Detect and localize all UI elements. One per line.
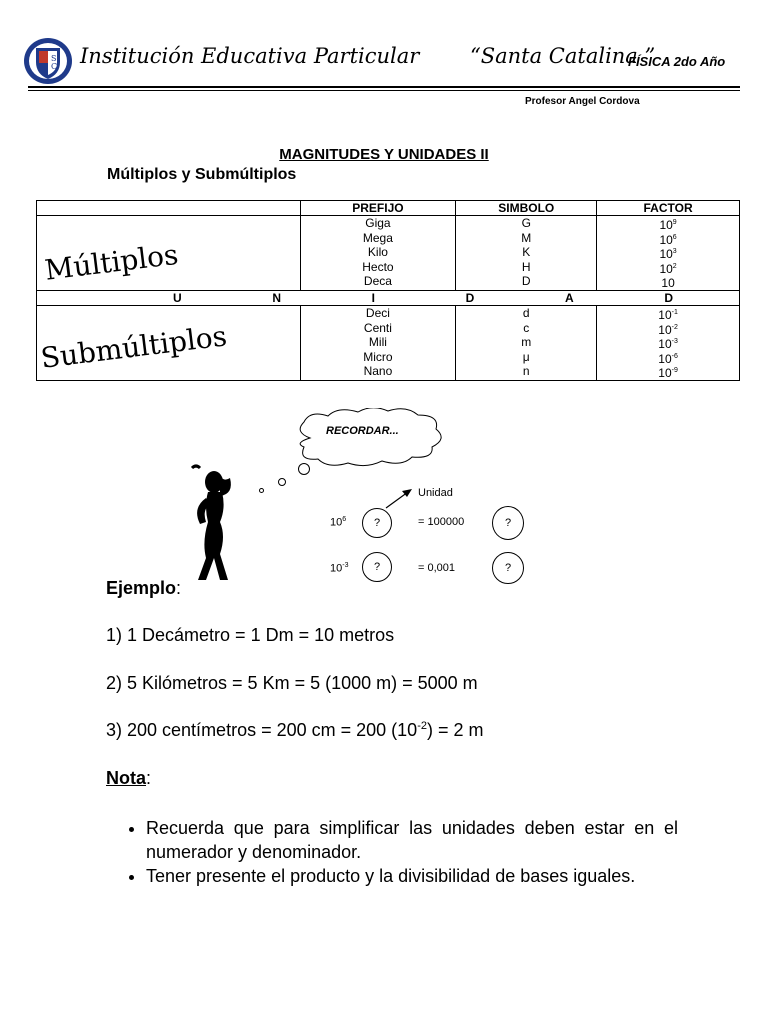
- column-header: SIMBOLO: [456, 201, 597, 216]
- multiplos-simbolos: [456, 216, 597, 291]
- nota-heading: [106, 768, 151, 789]
- submultiplos-label-cell: [37, 306, 301, 381]
- table-header-blank: [37, 201, 301, 216]
- example-line-3-start: 3) 200 centímetros = 200 cm = 200 (10: [106, 720, 418, 740]
- multiplos-label-cell: [37, 216, 301, 291]
- unidad-letter: A: [564, 291, 574, 305]
- example-line-3-end: ) = 2 m: [426, 720, 484, 740]
- unidad-letter: D: [664, 291, 673, 305]
- header-rule: [28, 86, 740, 88]
- power-base: 10: [330, 516, 343, 529]
- simbolo-cell: G: [521, 216, 531, 230]
- factor-cell: [597, 350, 739, 365]
- prefijo-cell: Mili: [368, 335, 387, 350]
- factor-exp: -1: [671, 309, 678, 316]
- school-logo: [22, 36, 74, 86]
- factor-cell: [597, 321, 739, 336]
- prefijo-cell: Kilo: [367, 245, 388, 260]
- factor-exp: 3: [672, 248, 677, 256]
- factor-cell: [597, 231, 739, 246]
- prefijo-cell: Giga: [365, 216, 391, 230]
- simbolo-cell: d: [522, 306, 530, 320]
- power-label: [330, 516, 346, 529]
- thought-bubble: [298, 463, 310, 475]
- unidad-letter: D: [465, 291, 475, 305]
- equation-value: = 100000: [418, 516, 465, 528]
- column-header: PREFIJO: [300, 201, 456, 216]
- simbolo-cell: M: [521, 230, 532, 245]
- svg-text:C: C: [51, 62, 58, 71]
- factor-base: 10: [659, 261, 673, 276]
- unidad-label: Unidad: [418, 487, 453, 499]
- submultiplos-row: [37, 306, 740, 381]
- example-line-3-exp: -2: [417, 720, 427, 732]
- question-circle: ?: [492, 552, 524, 584]
- simbolo-cell: c: [523, 320, 530, 335]
- multiplos-label: Múltiplos: [42, 237, 180, 287]
- prefijo-cell: Mega: [362, 230, 393, 245]
- nota-label: Nota: [106, 768, 146, 788]
- thought-bubble: [259, 488, 264, 493]
- example-line-2: 2) 5 Kilómetros = 5 Km = 5 (1000 m) = 5000 m: [106, 673, 478, 693]
- power-label: [330, 562, 348, 575]
- header-school-name: “Santa Catalina ”: [470, 44, 656, 68]
- factor-cell: [597, 216, 739, 231]
- prefijo-cell: Centi: [363, 320, 392, 335]
- power-exp: -3: [342, 562, 349, 569]
- factor-base: 10: [659, 247, 673, 262]
- multiplos-prefijos: [300, 216, 456, 291]
- factor-base: 10: [659, 232, 673, 247]
- simbolo-cell: H: [521, 259, 531, 274]
- example-line-1: 1) 1 Decámetro = 1 Dm = 10 metros: [106, 625, 395, 645]
- list-item: • Tener presente el producto y la divisibilidad de bases iguales.: [146, 864, 678, 888]
- prefijo-cell: Micro: [363, 349, 393, 364]
- header-institution: Institución Educativa Particular: [80, 44, 420, 68]
- simbolo-cell: D: [521, 274, 531, 289]
- thought-bubble: [278, 478, 286, 486]
- arrow-icon: [384, 486, 414, 510]
- factor-base: 10: [658, 366, 672, 381]
- factor-exp: -6: [671, 352, 678, 360]
- page-subtitle: Múltiplos y Submúltiplos: [107, 166, 297, 183]
- multiplos-row: [37, 216, 740, 291]
- ejemplo-label: Ejemplo: [106, 578, 177, 598]
- factor-base: 10: [658, 337, 672, 352]
- column-header: FACTOR: [597, 201, 740, 216]
- factor-cell: [597, 306, 739, 321]
- cloud-text: RECORDAR...: [326, 425, 399, 437]
- factor-base: 10: [658, 308, 672, 322]
- factor-base: 10: [659, 218, 673, 232]
- prefijo-cell: Deca: [363, 274, 392, 289]
- simbolo-cell: μ: [522, 349, 530, 364]
- multiplos-factores: [597, 216, 740, 291]
- factor-exp: 6: [672, 233, 677, 241]
- unidad-letter: U: [173, 291, 182, 305]
- factor-base: 10: [658, 351, 672, 366]
- simbolo-cell: n: [522, 364, 530, 379]
- unidad-cell: [37, 291, 740, 306]
- page-title: MAGNITUDES Y UNIDADES II: [279, 146, 489, 163]
- svg-text:S: S: [51, 54, 57, 63]
- simbolo-cell: m: [521, 335, 532, 350]
- factor-cell: [597, 364, 739, 379]
- question-circle: ?: [362, 508, 392, 538]
- prefijo-cell: Hecto: [362, 259, 394, 274]
- nota-list: [128, 816, 678, 888]
- prefijo-cell: Nano: [363, 364, 393, 379]
- factor-exp: 9: [672, 219, 677, 226]
- factor-cell: [597, 260, 739, 275]
- unidad-letter: N: [272, 291, 281, 305]
- ejemplo-colon: :: [176, 578, 182, 598]
- example-line-3: [106, 720, 483, 741]
- thinking-person-icon: [186, 462, 246, 584]
- unidad-row: [37, 291, 740, 306]
- factor-exp: -2: [671, 323, 678, 331]
- factor-exp: 2: [672, 262, 677, 270]
- simbolo-cell: K: [522, 245, 531, 260]
- thought-cloud-icon: [290, 408, 460, 468]
- teacher-name: Profesor Angel Cordova: [525, 96, 640, 107]
- factor-exp: -9: [671, 367, 678, 375]
- header-course: FÍSICA 2do Año: [628, 54, 726, 69]
- submultiplos-label: Submúltiplos: [38, 319, 229, 375]
- nota-colon: :: [146, 768, 152, 788]
- prefijo-cell: Deci: [365, 306, 390, 320]
- factor-cell: [597, 335, 739, 350]
- power-exp: 6: [342, 516, 347, 523]
- submultiplos-prefijos: [300, 306, 456, 381]
- equation-value: = 0,001: [418, 562, 456, 574]
- list-item: • Recuerda que para simplificar las unidades deben estar en el numerador y denominador.: [146, 816, 678, 864]
- factor-cell: [597, 245, 739, 260]
- factor-exp: -3: [671, 338, 678, 346]
- prefix-table: [36, 200, 740, 381]
- question-circle: ?: [362, 552, 392, 582]
- factor-base: 10: [658, 322, 672, 337]
- submultiplos-simbolos: [456, 306, 597, 381]
- factor-cell: [597, 274, 739, 289]
- question-circle: ?: [492, 506, 524, 540]
- submultiplos-factores: [597, 306, 740, 381]
- unidad-letter: I: [371, 291, 375, 305]
- table-header-row: [37, 201, 740, 216]
- factor-base: 10: [661, 276, 675, 291]
- header-rule-thin: [28, 90, 740, 91]
- power-base: 10: [330, 562, 343, 575]
- ejemplo-heading: [106, 578, 181, 599]
